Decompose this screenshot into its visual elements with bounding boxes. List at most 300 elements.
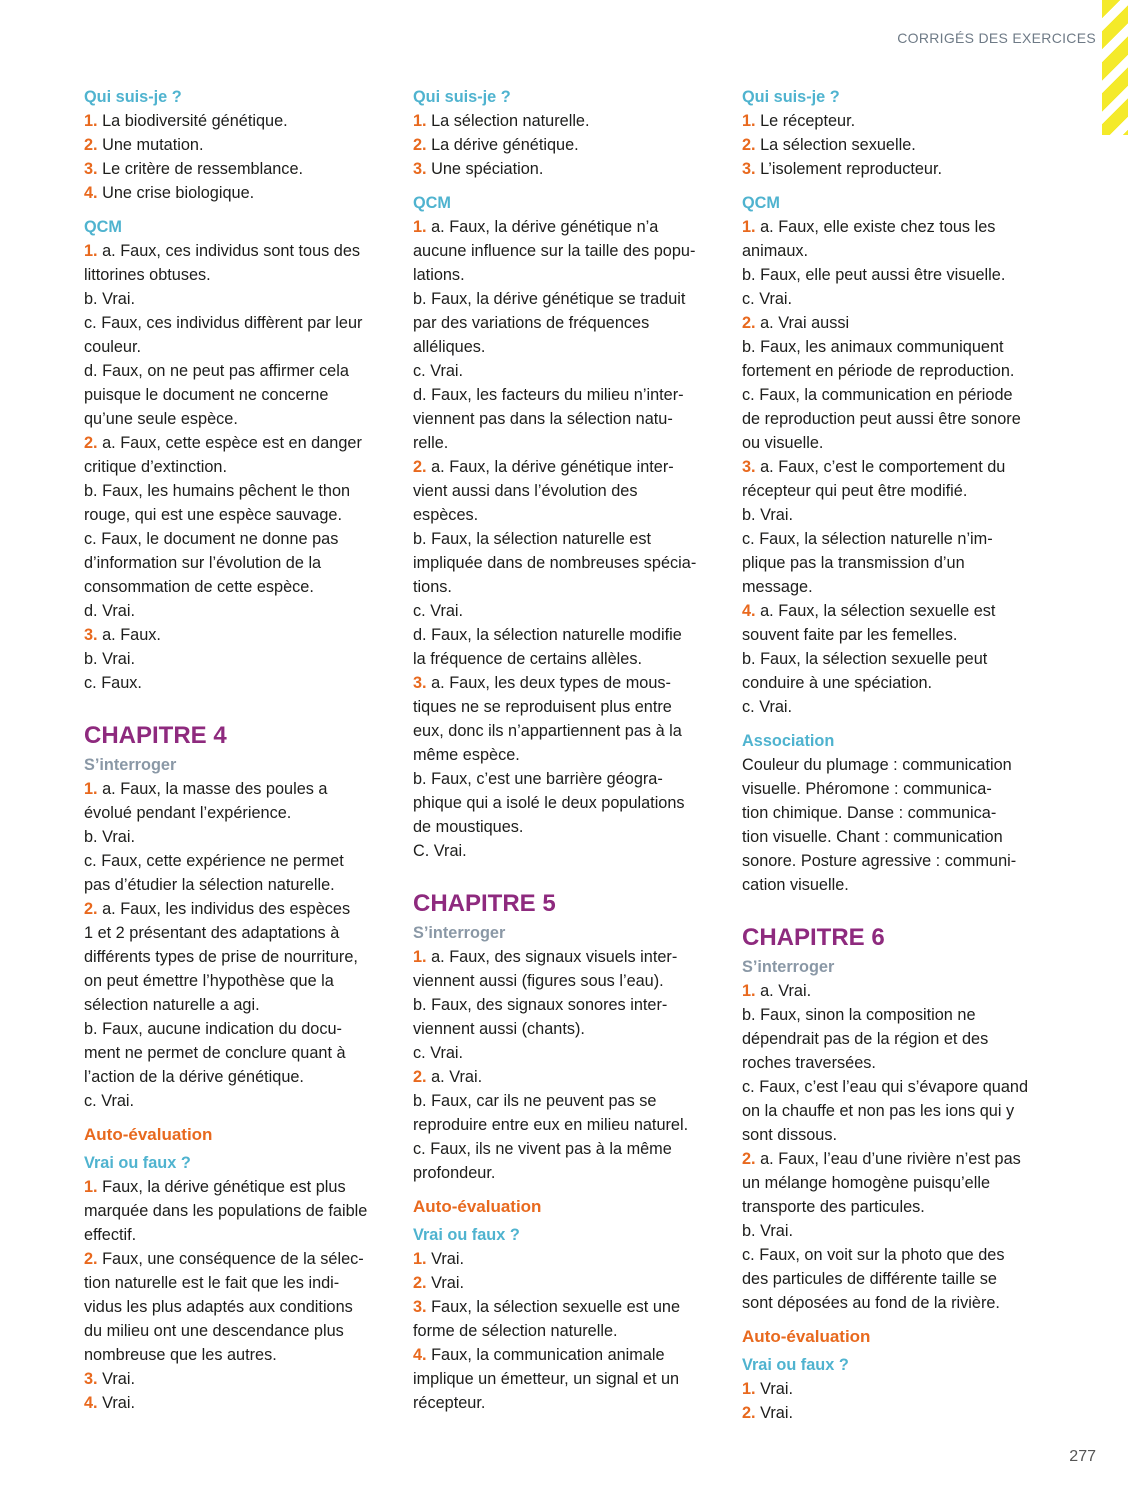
- answer-text: a. Faux, des signaux visuels inter-: [426, 948, 678, 966]
- answer-line: [413, 455, 725, 479]
- answer-line: [413, 1161, 725, 1185]
- answer-text: Vrai.: [97, 1370, 135, 1388]
- answer-line: [84, 671, 396, 695]
- answer-line: [413, 311, 725, 335]
- answer-line: [413, 993, 725, 1017]
- answer-text: a. Faux, les deux types de mous-: [426, 674, 671, 692]
- answer-line: [84, 801, 396, 825]
- answer-line: [413, 791, 725, 815]
- answer-line: [84, 825, 396, 849]
- answer-line: [742, 1003, 1054, 1027]
- answer-text: Faux, une conséquence de la sélec-: [97, 1250, 364, 1268]
- answer-text: sonore. Posture agressive : communi-: [742, 852, 1017, 870]
- answer-line: [742, 1075, 1054, 1099]
- answer-text: relle.: [413, 434, 449, 452]
- answer-line: [742, 455, 1054, 479]
- answer-text: b. Faux, la dérive génétique se traduit: [413, 290, 686, 308]
- answer-text: roches traversées.: [742, 1054, 876, 1072]
- auto-evaluation-heading: Auto-évaluation: [84, 1125, 213, 1144]
- answer-text: reproduire entre eux en milieu naturel.: [413, 1116, 689, 1134]
- item-number: 3.: [742, 458, 756, 476]
- answer-text: b. Faux, elle peut aussi être visuelle.: [742, 266, 1006, 284]
- answer-text: phique qui a isolé le deux populations: [413, 794, 685, 812]
- answer-line: [742, 695, 1054, 719]
- column-3: [742, 85, 1054, 1425]
- answer-line: [413, 767, 725, 791]
- answer-text: transporte des particules.: [742, 1198, 925, 1216]
- answer-line: [742, 1171, 1054, 1195]
- answer-line: [742, 1051, 1054, 1075]
- answer-line: [742, 1123, 1054, 1147]
- item-number: 3.: [413, 674, 427, 692]
- answer-text: du milieu ont une descendance plus: [84, 1322, 344, 1340]
- answer-text: cation visuelle.: [742, 876, 849, 894]
- answer-text: par des variations de fréquences: [413, 314, 650, 332]
- answer-line: [742, 551, 1054, 575]
- answer-text: Faux, la sélection sexuelle est une: [426, 1298, 681, 1316]
- answer-line: [742, 109, 1054, 133]
- answer-text: animaux.: [742, 242, 809, 260]
- answer-line: [413, 743, 725, 767]
- answer-line: [413, 157, 725, 181]
- answer-text: Vrai.: [426, 1250, 464, 1268]
- answer-line: [84, 157, 396, 181]
- answer-text: d. Faux, on ne peut pas affirmer cela: [84, 362, 349, 380]
- answer-text: b. Faux, les humains pêchent le thon: [84, 482, 351, 500]
- answer-line: [84, 1199, 396, 1223]
- answer-text: Vrai.: [755, 1404, 793, 1422]
- answer-text: récepteur qui peut être modifié.: [742, 482, 968, 500]
- answer-text: a. Vrai.: [755, 982, 812, 1000]
- answer-line: [742, 335, 1054, 359]
- answer-line: [84, 777, 396, 801]
- answer-line: [742, 1377, 1054, 1401]
- answer-line: [742, 1195, 1054, 1219]
- answer-text: Une crise biologique.: [97, 184, 255, 202]
- answer-line: [413, 1041, 725, 1065]
- answer-line: [413, 335, 725, 359]
- item-number: 1.: [413, 112, 427, 130]
- item-number: 2.: [84, 434, 98, 452]
- answer-line: [742, 671, 1054, 695]
- answer-line: [84, 647, 396, 671]
- answer-text: a. Faux, la masse des poules a: [97, 780, 328, 798]
- item-number: 2.: [742, 136, 756, 154]
- decorative-stripes: [1102, 0, 1128, 135]
- answer-text: sont déposées au fond de la rivière.: [742, 1294, 1000, 1312]
- auto-evaluation-heading: Auto-évaluation: [413, 1197, 542, 1216]
- answer-line: [413, 109, 725, 133]
- chapter-title: CHAPITRE 6: [742, 924, 885, 951]
- answer-line: [413, 1271, 725, 1295]
- answer-text: c. Faux, la communication en période: [742, 386, 1013, 404]
- answer-line: [84, 181, 396, 205]
- answer-text: Vrai.: [755, 1380, 793, 1398]
- answer-text: La sélection naturelle.: [426, 112, 590, 130]
- answer-text: un mélange homogène puisqu’elle: [742, 1174, 991, 1192]
- answer-text: de reproduction peut aussi être sonore: [742, 410, 1021, 428]
- answer-text: viennent pas dans la sélection natu-: [413, 410, 673, 428]
- item-number: 1.: [413, 948, 427, 966]
- answer-line: [413, 263, 725, 287]
- answer-text: a. Faux, la sélection sexuelle est: [755, 602, 996, 620]
- answer-text: c. Faux, on voit sur la photo que des: [742, 1246, 1005, 1264]
- item-number: 2.: [84, 900, 98, 918]
- answer-line: [413, 575, 725, 599]
- answer-line: [742, 407, 1054, 431]
- answer-text: a. Faux, la dérive génétique inter-: [426, 458, 674, 476]
- answer-line: [84, 383, 396, 407]
- answer-text: de moustiques.: [413, 818, 524, 836]
- item-number: 3.: [413, 1298, 427, 1316]
- answer-text: tions.: [413, 578, 452, 596]
- item-number: 2.: [84, 136, 98, 154]
- section-heading: QCM: [413, 194, 451, 212]
- answer-text: a. Faux, cette espèce est en danger: [97, 434, 362, 452]
- answer-line: [84, 503, 396, 527]
- chapter-title: CHAPITRE 4: [84, 722, 227, 749]
- answer-text: effectif.: [84, 1226, 137, 1244]
- answer-text: on la chauffe et non pas les ions qui y: [742, 1102, 1015, 1120]
- column-1: [84, 85, 396, 1415]
- answer-line: [413, 1247, 725, 1271]
- section-heading: Qui suis-je ?: [413, 88, 511, 106]
- subheading-sinterroger: S’interroger: [84, 756, 177, 774]
- answer-text: pas d’étudier la sélection naturelle.: [84, 876, 335, 894]
- answer-line: [413, 215, 725, 239]
- page-number: 277: [1069, 1448, 1096, 1465]
- answer-line: [413, 1065, 725, 1089]
- answer-line: [413, 1319, 725, 1343]
- answer-text: Couleur du plumage : communication: [742, 756, 1012, 774]
- answer-text: c. Faux, cette expérience ne permet: [84, 852, 344, 870]
- item-number: 2.: [413, 1068, 427, 1086]
- answer-line: [84, 1343, 396, 1367]
- answer-text: aucune influence sur la taille des popu-: [413, 242, 696, 260]
- answer-line: [742, 311, 1054, 335]
- answer-line: [742, 527, 1054, 551]
- answer-line: [84, 407, 396, 431]
- answer-line: [742, 623, 1054, 647]
- answer-line: [84, 335, 396, 359]
- answer-line: [84, 1271, 396, 1295]
- answer-text: b. Vrai.: [84, 290, 135, 308]
- item-number: 2.: [413, 136, 427, 154]
- answer-line: [84, 109, 396, 133]
- answer-text: alléliques.: [413, 338, 486, 356]
- answer-text: b. Faux, aucune indication du docu-: [84, 1020, 342, 1038]
- answer-text: a. Faux, la dérive génétique n’a: [426, 218, 659, 236]
- answer-line: [413, 479, 725, 503]
- answer-text: récepteur.: [413, 1394, 486, 1412]
- answer-text: a. Vrai aussi: [755, 314, 850, 332]
- answer-line: [742, 599, 1054, 623]
- answer-line: [413, 383, 725, 407]
- answer-line: [413, 1113, 725, 1137]
- answer-text: b. Faux, les animaux communiquent: [742, 338, 1004, 356]
- answer-text: viennent aussi (chants).: [413, 1020, 585, 1038]
- answer-text: Vrai.: [97, 1394, 135, 1412]
- answer-line: [742, 1219, 1054, 1243]
- section-heading: Vrai ou faux ?: [84, 1154, 191, 1172]
- answer-line: [413, 239, 725, 263]
- answer-text: c. Faux, ces individus diffèrent par leur: [84, 314, 363, 332]
- answer-line: [84, 623, 396, 647]
- answer-line: [84, 311, 396, 335]
- item-number: 1.: [84, 242, 98, 260]
- answer-line: [84, 239, 396, 263]
- answer-line: [413, 815, 725, 839]
- answer-line: [742, 575, 1054, 599]
- answer-text: a. Faux, c’est le comportement du: [755, 458, 1006, 476]
- answer-text: souvent faite par les femelles.: [742, 626, 958, 644]
- answer-line: [742, 503, 1054, 527]
- answer-text: a. Faux, les individus des espèces: [97, 900, 351, 918]
- answer-text: lations.: [413, 266, 465, 284]
- answer-text: c. Vrai.: [84, 1092, 135, 1110]
- answer-text: Faux, la communication animale: [426, 1346, 665, 1364]
- answer-text: b. Vrai.: [84, 828, 135, 846]
- answer-line: [742, 753, 1054, 777]
- answer-text: conduire à une spéciation.: [742, 674, 933, 692]
- answer-text: Faux, la dérive génétique est plus: [97, 1178, 346, 1196]
- answer-text: marquée dans les populations de faible: [84, 1202, 368, 1220]
- item-number: 3.: [84, 1370, 98, 1388]
- answer-line: [413, 1295, 725, 1319]
- answer-line: [413, 1137, 725, 1161]
- answer-text: des particules de différente taille se: [742, 1270, 997, 1288]
- answer-line: [84, 359, 396, 383]
- answer-line: [742, 383, 1054, 407]
- answer-text: Une spéciation.: [426, 160, 544, 178]
- chapter-title: CHAPITRE 5: [413, 890, 556, 917]
- section-heading: Vrai ou faux ?: [742, 1356, 849, 1374]
- item-number: 2.: [742, 1404, 756, 1422]
- answer-line: [413, 133, 725, 157]
- answer-text: profondeur.: [413, 1164, 496, 1182]
- answer-text: rouge, qui est une espèce sauvage.: [84, 506, 342, 524]
- answer-text: espèces.: [413, 506, 479, 524]
- answer-text: La sélection sexuelle.: [755, 136, 916, 154]
- answer-line: [742, 239, 1054, 263]
- answer-line: [742, 359, 1054, 383]
- answer-line: [742, 1147, 1054, 1171]
- answer-text: c. Vrai.: [413, 602, 464, 620]
- item-number: 2.: [413, 1274, 427, 1292]
- answer-line: [84, 1391, 396, 1415]
- answer-text: c. Vrai.: [742, 290, 793, 308]
- answer-line: [84, 133, 396, 157]
- answer-line: [413, 287, 725, 311]
- answer-line: [413, 719, 725, 743]
- answer-text: d. Faux, la sélection naturelle modifie: [413, 626, 682, 644]
- answer-line: [413, 623, 725, 647]
- answer-line: [84, 1017, 396, 1041]
- answer-text: même espèce.: [413, 746, 520, 764]
- answer-line: [742, 979, 1054, 1003]
- answer-line: [413, 695, 725, 719]
- answer-text: La biodiversité génétique.: [97, 112, 288, 130]
- section-heading: Qui suis-je ?: [742, 88, 840, 106]
- answer-line: [742, 777, 1054, 801]
- answer-text: implique un émetteur, un signal et un: [413, 1370, 680, 1388]
- answer-line: [742, 215, 1054, 239]
- answer-line: [84, 1247, 396, 1271]
- answer-line: [742, 1027, 1054, 1051]
- answer-line: [84, 599, 396, 623]
- answer-line: [413, 407, 725, 431]
- answer-text: différents types de prise de nourriture,: [84, 948, 358, 966]
- item-number: 3.: [84, 160, 98, 178]
- answer-text: b. Faux, des signaux sonores inter-: [413, 996, 668, 1014]
- answer-line: [413, 969, 725, 993]
- item-number: 1.: [742, 1380, 756, 1398]
- answer-text: tion chimique. Danse : communica-: [742, 804, 997, 822]
- answer-line: [742, 801, 1054, 825]
- answer-line: [84, 479, 396, 503]
- answer-text: c. Vrai.: [413, 362, 464, 380]
- item-number: 2.: [742, 1150, 756, 1168]
- answer-text: a. Faux, ces individus sont tous des: [97, 242, 361, 260]
- answer-line: [84, 921, 396, 945]
- section-heading: Qui suis-je ?: [84, 88, 182, 106]
- answer-text: c. Vrai.: [413, 1044, 464, 1062]
- answer-text: évolué pendant l’expérience.: [84, 804, 292, 822]
- answer-text: l’action de la dérive génétique.: [84, 1068, 304, 1086]
- answer-text: b. Faux, car ils ne peuvent pas se: [413, 1092, 657, 1110]
- item-number: 3.: [84, 626, 98, 644]
- answer-line: [742, 133, 1054, 157]
- answer-line: [84, 1295, 396, 1319]
- section-heading: QCM: [84, 218, 122, 236]
- answer-text: b. Faux, la sélection naturelle est: [413, 530, 652, 548]
- answer-text: Une mutation.: [97, 136, 204, 154]
- answer-text: d. Faux, les facteurs du milieu n’inter-: [413, 386, 684, 404]
- answer-line: [413, 599, 725, 623]
- answer-text: qu’une seule espèce.: [84, 410, 238, 428]
- answer-text: b. Vrai.: [84, 650, 135, 668]
- answer-line: [84, 945, 396, 969]
- answer-text: b. Vrai.: [742, 506, 793, 524]
- answer-line: [413, 671, 725, 695]
- answer-text: ment ne permet de conclure quant à: [84, 1044, 346, 1062]
- answer-text: consommation de cette espèce.: [84, 578, 314, 596]
- answer-line: [742, 1291, 1054, 1315]
- item-number: 4.: [84, 184, 98, 202]
- answer-text: b. Faux, sinon la composition ne: [742, 1006, 976, 1024]
- running-header: CORRIGÉS DES EXERCICES: [897, 30, 1096, 46]
- answer-text: littorines obtuses.: [84, 266, 211, 284]
- answer-line: [413, 839, 725, 863]
- answer-text: c. Faux.: [84, 674, 142, 692]
- answer-text: Le récepteur.: [755, 112, 856, 130]
- answer-line: [84, 849, 396, 873]
- answer-text: vient aussi dans l’évolution des: [413, 482, 638, 500]
- item-number: 1.: [84, 780, 98, 798]
- answer-line: [413, 1367, 725, 1391]
- answer-line: [84, 431, 396, 455]
- answer-text: eux, donc ils n’appartiennent pas à la: [413, 722, 682, 740]
- answer-text: a. Faux, elle existe chez tous les: [755, 218, 996, 236]
- item-number: 4.: [742, 602, 756, 620]
- answer-line: [742, 157, 1054, 181]
- answer-line: [413, 945, 725, 969]
- item-number: 2.: [413, 458, 427, 476]
- item-number: 3.: [413, 160, 427, 178]
- answer-text: b. Faux, c’est une barrière géogra-: [413, 770, 663, 788]
- item-number: 1.: [742, 112, 756, 130]
- answer-line: [84, 263, 396, 287]
- answer-text: critique d’extinction.: [84, 458, 227, 476]
- answer-line: [742, 1267, 1054, 1291]
- answer-line: [413, 431, 725, 455]
- answer-line: [84, 287, 396, 311]
- answer-line: [413, 503, 725, 527]
- answer-line: [413, 1391, 725, 1415]
- item-number: 1.: [742, 218, 756, 236]
- section-heading: QCM: [742, 194, 780, 212]
- answer-line: [84, 1319, 396, 1343]
- answer-line: [84, 455, 396, 479]
- answer-text: couleur.: [84, 338, 142, 356]
- answer-text: fortement en période de reproduction.: [742, 362, 1015, 380]
- item-number: 1.: [413, 218, 427, 236]
- answer-line: [84, 1065, 396, 1089]
- answer-line: [413, 647, 725, 671]
- item-number: 1.: [413, 1250, 427, 1268]
- answer-text: a. Faux, l’eau d’une rivière n’est pas: [755, 1150, 1021, 1168]
- answer-text: a. Vrai.: [426, 1068, 483, 1086]
- answer-text: 1 et 2 présentant des adaptations à: [84, 924, 340, 942]
- auto-evaluation-heading: Auto-évaluation: [742, 1327, 871, 1346]
- answer-text: on peut émettre l’hypothèse que la: [84, 972, 334, 990]
- answer-text: message.: [742, 578, 813, 596]
- answer-line: [742, 825, 1054, 849]
- answer-line: [84, 551, 396, 575]
- answer-line: [413, 1343, 725, 1367]
- subheading-sinterroger: S’interroger: [742, 958, 835, 976]
- answer-line: [84, 993, 396, 1017]
- answer-text: C. Vrai.: [413, 842, 467, 860]
- answer-text: La dérive génétique.: [426, 136, 579, 154]
- answer-line: [413, 551, 725, 575]
- answer-line: [413, 1089, 725, 1113]
- answer-text: plique pas la transmission d’un: [742, 554, 965, 572]
- item-number: 3.: [742, 160, 756, 178]
- answer-text: a. Faux.: [97, 626, 161, 644]
- answer-line: [84, 1089, 396, 1113]
- answer-line: [742, 1243, 1054, 1267]
- section-heading: Vrai ou faux ?: [413, 1226, 520, 1244]
- answer-text: d’information sur l’évolution de la: [84, 554, 322, 572]
- answer-text: nombreuse que les autres.: [84, 1346, 277, 1364]
- answer-line: [742, 647, 1054, 671]
- answer-line: [742, 431, 1054, 455]
- answer-line: [84, 527, 396, 551]
- subheading-sinterroger: S’interroger: [413, 924, 506, 942]
- answer-line: [742, 287, 1054, 311]
- answer-line: [413, 527, 725, 551]
- item-number: 4.: [84, 1394, 98, 1412]
- answer-line: [84, 1175, 396, 1199]
- section-heading: Association: [742, 732, 835, 750]
- answer-text: dépendrait pas de la région et des: [742, 1030, 989, 1048]
- answer-line: [84, 873, 396, 897]
- answer-text: c. Faux, le document ne donne pas: [84, 530, 339, 548]
- answer-text: forme de sélection naturelle.: [413, 1322, 618, 1340]
- answer-line: [84, 897, 396, 921]
- answer-text: puisque le document ne concerne: [84, 386, 329, 404]
